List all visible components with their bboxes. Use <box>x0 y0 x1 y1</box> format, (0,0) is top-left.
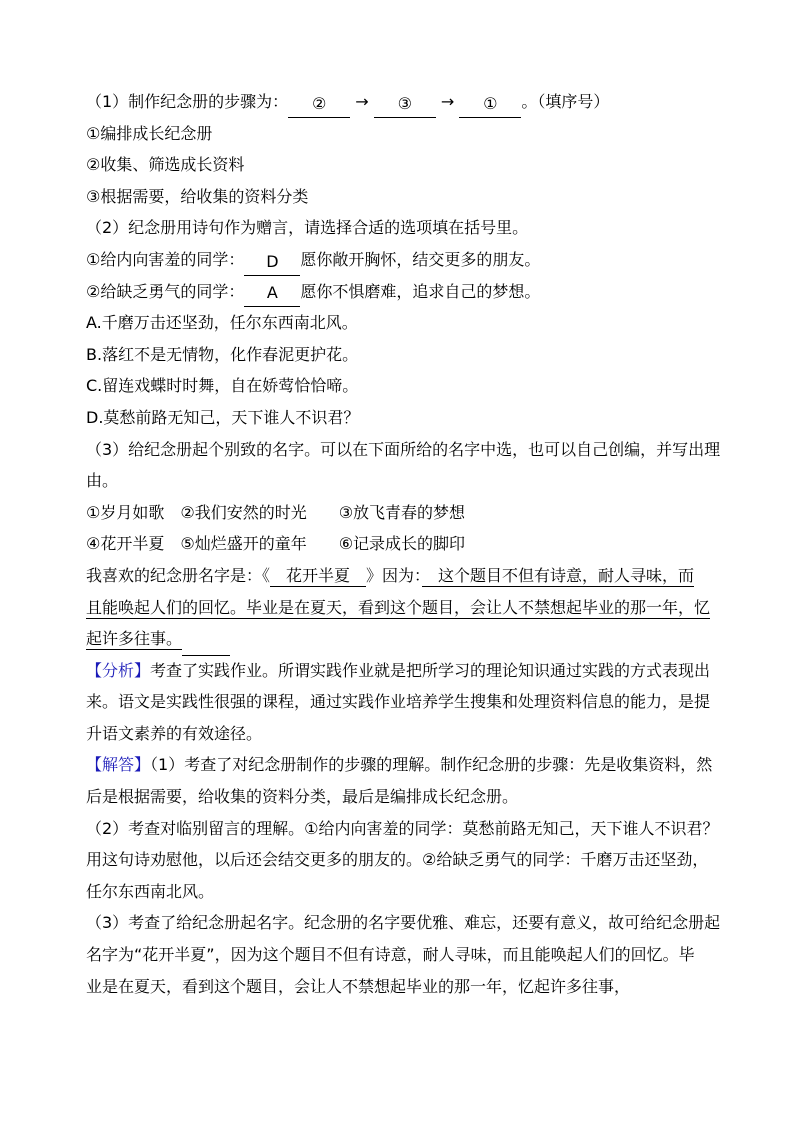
q3-names-row-1 <box>86 497 726 529</box>
text-run: A.千磨万击还坚劲，任尔东西南北风。 <box>86 313 358 333</box>
q3-answer-line-3 <box>86 623 726 655</box>
text-run: 业是在夏天，看到这个题目，会让人不禁想起毕业的那一年，忆起许多往事， <box>86 976 631 996</box>
solution-line-2 <box>86 781 726 813</box>
text-run: 。（填序号） <box>521 92 610 111</box>
q2-option-b <box>86 339 726 371</box>
q1-steps-line <box>86 86 726 118</box>
q2-blank-1: D <box>244 249 300 276</box>
solution-line-6 <box>86 907 726 939</box>
q3-reason-tail-blank <box>182 629 230 656</box>
q1-blank-3: ① <box>459 91 521 118</box>
q2-option-a <box>86 307 726 339</box>
q2-prompt <box>86 212 726 244</box>
q1-item-1 <box>86 118 726 150</box>
solution-line-7 <box>86 939 726 971</box>
q1-blank-1: ② <box>288 91 350 118</box>
q2-blank-2: A <box>244 280 300 307</box>
solution-line-1 <box>86 749 726 781</box>
text-run: 我喜欢的纪念册名字是：《 <box>86 565 271 585</box>
q1-item-3 <box>86 181 726 213</box>
solution-line-3 <box>86 813 726 845</box>
solution-line-4 <box>86 844 726 876</box>
q3-answer-line-2 <box>86 592 726 624</box>
text-run: 考查了实践作业。所谓实践作业就是把所学习的理论知识通过实践的方式表现出 <box>150 660 711 680</box>
q2-option-c <box>86 370 726 402</box>
q3-answer-line-1 <box>86 560 726 592</box>
text-run: ①编排成长纪念册 <box>86 123 213 143</box>
text-run: D.莫愁前路无知己，天下谁人不识君？ <box>86 407 360 427</box>
q3-reason-part-2: 且能唤起人们的回忆。毕业是在夏天，看到这个题目，会让人不禁想起毕业的那一年，忆 <box>86 597 711 617</box>
solution-line-5 <box>86 876 726 908</box>
solution-label: 【解答】 <box>86 755 151 775</box>
analysis-line-1 <box>86 655 726 687</box>
q3-prompt-line-1 <box>86 434 726 466</box>
q3-names-row-2 <box>86 528 726 560</box>
analysis-label: 【分析】 <box>86 660 151 680</box>
text-run: ②收集、筛选成长资料 <box>86 155 245 175</box>
q3-reason-part-1: 这个题目不但有诗意，耐人寻味，而 <box>422 565 695 585</box>
text-run: （2）考查对临别留言的理解。①给内向害羞的同学：莫愁前路无知己，天下谁人不识君？ <box>86 818 719 838</box>
text-run: 任尔东西南北风。 <box>86 881 215 901</box>
text-run: 愿你敞开胸怀，结交更多的朋友。 <box>300 249 541 269</box>
q1-blank-2: ③ <box>374 91 436 118</box>
text-run: （1）制作纪念册的步骤为： <box>86 92 289 111</box>
text-run: 升语文素养的有效途径。 <box>86 723 263 743</box>
text-run: 用这句诗劝慰他，以后还会结交更多的朋友的。②给缺乏勇气的同学：千磨万击还坚劲， <box>86 850 709 870</box>
q2-option-d <box>86 402 726 434</box>
q1-item-2 <box>86 149 726 181</box>
analysis-line-2 <box>86 686 726 718</box>
text-run: C.留连戏蝶时时舞，自在娇莺恰恰啼。 <box>86 376 359 396</box>
text-run: 由。 <box>86 471 119 491</box>
solution-line-8 <box>86 971 726 1003</box>
q3-prompt-line-2 <box>86 465 726 497</box>
text-run: → <box>350 92 374 111</box>
q3-chosen-name: 花开半夏 <box>270 565 367 585</box>
document-body <box>86 86 726 1002</box>
text-run: → <box>435 92 460 111</box>
text-run: 愿你不惧磨难，追求自己的梦想。 <box>300 281 541 301</box>
text-run: ④花开半夏 ⑤灿烂盛开的童年 ⑥记录成长的脚印 <box>86 534 466 554</box>
text-run: （3）给纪念册起个别致的名字。可以在下面所给的名字中选，也可以自己创编，并写出理 <box>86 439 721 459</box>
text-run: B.落红不是无情物，化作春泥更护花。 <box>86 344 359 364</box>
text-run: 名字为“花开半夏”，因为这个题目不但有诗意，耐人寻味，而且能唤起人们的回忆。毕 <box>86 945 695 965</box>
q3-reason-part-3: 起许多往事。 <box>86 629 183 649</box>
q2-sub-1 <box>86 244 726 276</box>
text-run: （1）考查了对纪念册制作的步骤的理解。制作纪念册的步骤：先是收集资料，然 <box>150 755 713 775</box>
text-run: ②给缺乏勇气的同学： <box>86 281 245 301</box>
text-run: ③根据需要，给收集的资料分类 <box>86 186 309 206</box>
q2-sub-2 <box>86 276 726 308</box>
analysis-line-3 <box>86 718 726 750</box>
text-run: ①给内向害羞的同学： <box>86 249 245 269</box>
text-run: （2）纪念册用诗句作为赠言，请选择合适的选项填在括号里。 <box>86 218 529 238</box>
text-run: ①岁月如歌 ②我们安然的时光 ③放飞青春的梦想 <box>86 502 466 522</box>
text-run: 来。语文是实践性很强的课程，通过实践作业培养学生搜集和处理资料信息的能力，是提 <box>86 692 711 712</box>
text-run: （3）考查了给纪念册起名字。纪念册的名字要优雅、难忘，还要有意义，故可给纪念册起 <box>86 913 721 933</box>
text-run: 后是根据需要，给收集的资料分类，最后是编排成长纪念册。 <box>86 787 519 807</box>
text-run: 》因为： <box>366 565 423 585</box>
